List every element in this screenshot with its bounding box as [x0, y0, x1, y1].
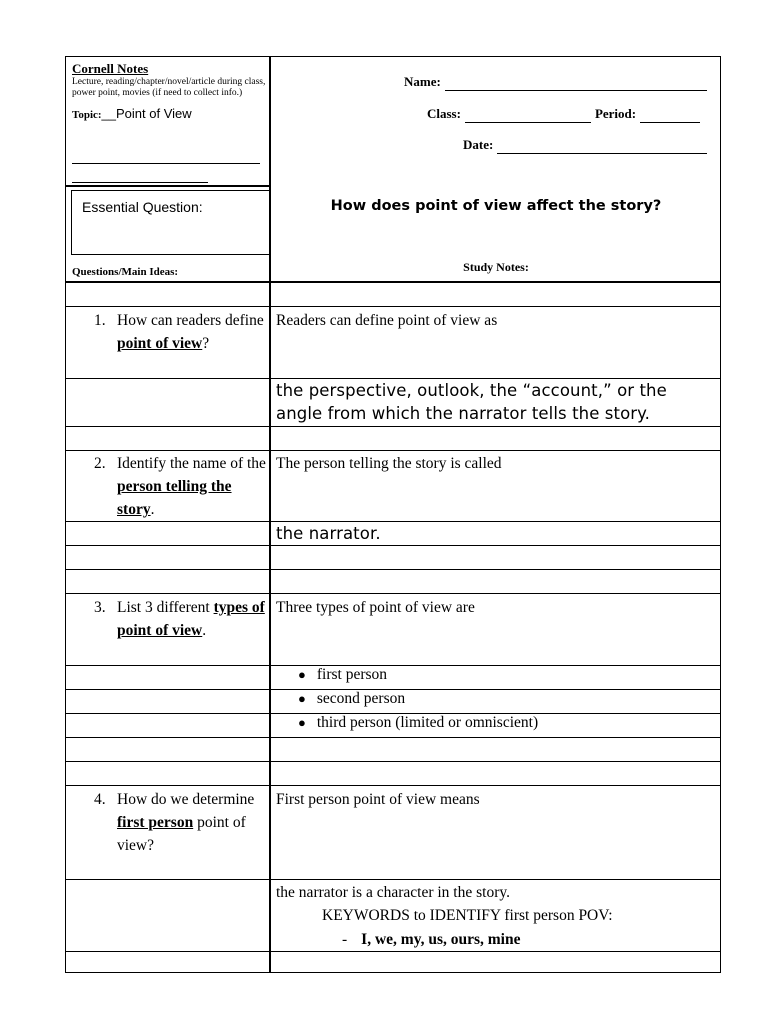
date-label: Date:: [463, 137, 494, 152]
bullet-dot-icon: ●: [298, 667, 306, 682]
question-1-key: point of view: [117, 335, 203, 352]
question-2-number: 2.: [94, 455, 106, 472]
date-field: [463, 136, 717, 154]
answer-4-line-2: KEYWORDS to IDENTIFY first person POV:: [322, 907, 613, 924]
question-3-key: types of point of view: [117, 599, 265, 639]
answer-1: the perspective, outlook, the “account,” or the angle from which the narrator tells the story.: [276, 381, 667, 423]
period-label: Period:: [594, 106, 637, 121]
row-line: [66, 879, 720, 880]
row-line: [66, 450, 720, 451]
header-subtitle: Lecture, reading/chapter/novel/article during class, power point, movies (if need to collect info.): [72, 77, 266, 98]
topic-label: Topic:: [72, 109, 102, 121]
row-line: [66, 761, 720, 762]
bullet-dot-icon: ●: [298, 715, 306, 730]
class-input-line[interactable]: [465, 110, 591, 123]
question-4-number: 4.: [94, 791, 106, 808]
row-line: [66, 737, 720, 738]
row-line: [66, 951, 720, 952]
question-3-pre: List 3 different: [117, 599, 214, 616]
row-line: [66, 426, 720, 427]
question-4-key: first person: [117, 814, 194, 831]
question-3: [94, 596, 266, 642]
question-1-pre: How can readers define: [117, 312, 264, 329]
bullet-text: second person: [316, 690, 406, 707]
topic-underline-2: [72, 182, 208, 183]
name-field: [404, 73, 716, 91]
header-left-separator: [66, 185, 269, 187]
bullet-text: third person (limited or omniscient): [316, 714, 539, 731]
row-line: [66, 306, 720, 307]
topic-underline: [72, 163, 260, 164]
question-2-post: .: [150, 501, 155, 518]
question-3-post: .: [202, 622, 207, 639]
bullet-text: first person: [316, 666, 388, 683]
note-1: Readers can define point of view as: [276, 312, 498, 329]
question-4: [94, 788, 266, 857]
bullet-item: [298, 690, 405, 708]
dash-marker: -: [342, 931, 348, 948]
question-2-key: person telling the story: [117, 478, 232, 518]
question-2-pre: Identify the name of the: [117, 455, 266, 472]
essential-question-label: Essential Question:: [82, 199, 203, 215]
name-input-line[interactable]: [445, 78, 707, 91]
row-line: [66, 785, 720, 786]
note-2: The person telling the story is called: [276, 455, 502, 472]
essential-question-text: How does point of view affect the story?: [330, 198, 662, 214]
bullet-item: [298, 666, 387, 684]
header-bottom-line: [66, 281, 720, 283]
cornell-notes-sheet: [65, 56, 721, 973]
column-divider: [269, 57, 271, 972]
header-left: [72, 61, 266, 122]
notes-header: Study Notes:: [463, 260, 529, 274]
question-3-number: 3.: [94, 599, 106, 616]
questions-header: Questions/Main Ideas:: [72, 266, 179, 278]
question-1: [94, 309, 266, 355]
topic-value: __Point of View: [101, 106, 192, 121]
header-title: Cornell Notes: [72, 61, 149, 76]
answer-2: the narrator.: [276, 524, 381, 543]
period-input-line[interactable]: [640, 110, 700, 123]
class-field: [427, 105, 717, 123]
question-1-post: ?: [202, 335, 210, 352]
row-line: [66, 545, 720, 546]
note-3: Three types of point of view are: [276, 599, 475, 616]
row-line: [66, 521, 720, 522]
name-label: Name:: [404, 74, 441, 89]
topic-line: [72, 106, 266, 122]
question-1-number: 1.: [94, 312, 106, 329]
row-line: [66, 593, 720, 594]
bullet-item: [298, 714, 538, 732]
class-label: Class:: [427, 106, 461, 121]
row-line: [66, 665, 720, 666]
question-4-post: point of view?: [117, 814, 246, 854]
note-4: First person point of view means: [276, 791, 480, 808]
keywords-text: I, we, my, us, ours, mine: [361, 931, 521, 948]
answer-4-line-1: the narrator is a character in the story.: [276, 884, 510, 901]
row-line: [66, 569, 720, 570]
question-4-pre: How do we determine: [117, 791, 255, 808]
essential-question-box: [71, 190, 269, 255]
keywords-line: [342, 928, 521, 951]
bullet-dot-icon: ●: [298, 691, 306, 706]
question-2: [94, 452, 266, 521]
date-input-line[interactable]: [497, 141, 707, 154]
